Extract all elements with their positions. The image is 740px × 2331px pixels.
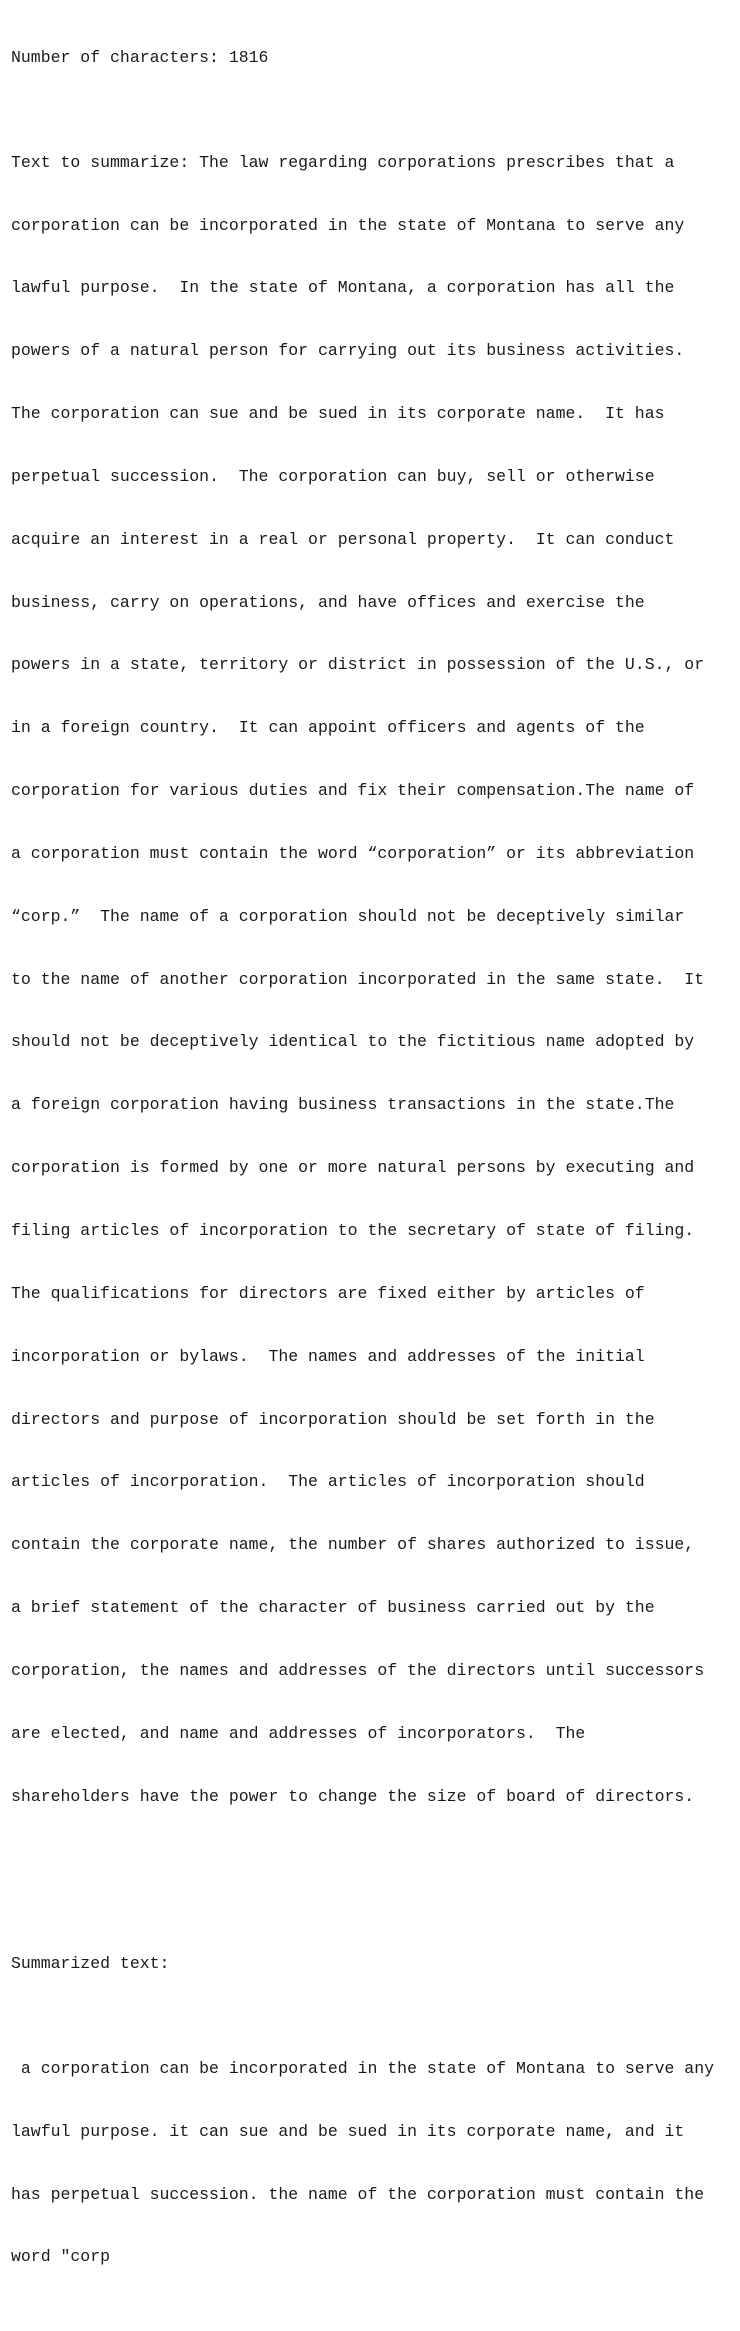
input-text-line: incorporation or bylaws. The names and addresses of the initial [11,1346,645,1366]
input-text-line: The corporation can sue and be sued in its corporate name. It has [11,404,665,424]
input-text-line: a brief statement of the character of business carried out by the [11,1598,655,1618]
input-text-line: should not be deceptively identical to the fictitious name adopted by [11,1032,695,1052]
input-text-line: in a foreign country. It can appoint officers and agents of the [11,718,645,738]
input-text-line: a corporation must contain the word “corporation” or its abbreviation [11,843,695,863]
input-text-line: corporation can be incorporated in the state of Montana to serve any [11,215,685,235]
input-text-block [11,111,733,1850]
summary-text-block [11,2017,733,2310]
input-text-line: The qualifications for directors are fixed either by articles of [11,1283,645,1303]
input-text-line: powers of a natural person for carrying out its business activities. [11,341,685,361]
input-text-line: perpetual succession. The corporation can buy, sell or otherwise [11,466,655,486]
input-text-line: acquire an interest in a real or personal property. It can conduct [11,529,675,549]
input-text-line: corporation, the names and addresses of the directors until successors [11,1660,705,1680]
input-text-line: articles of incorporation. The articles of incorporation should [11,1472,645,1492]
blank-line [11,1891,733,1912]
summary-text-line: word "corp [11,2247,111,2267]
input-text-line: powers in a state, territory or district in possession of the U.S., or [11,655,705,675]
input-text-line: business, carry on operations, and have offices and exercise the [11,592,645,612]
input-text-line: Text to summarize: The law regarding corporations prescribes that a [11,152,675,172]
input-text-line: directors and purpose of incorporation should be set forth in the [11,1409,655,1429]
summary-text-line: lawful purpose. it can sue and be sued in its corporate name, and it [11,2121,685,2141]
summary-header: Summarized text: [11,1954,170,1974]
input-text-line: lawful purpose. In the state of Montana, a corporation has all the [11,278,675,298]
input-text-line: filing articles of incorporation to the secretary of state of filing. [11,1221,695,1240]
input-text-line: contain the corporate name, the number of shares authorized to issue, [11,1535,695,1555]
terminal-output [11,6,733,2331]
input-text-line: a foreign corporation having business transactions in the state.The [11,1095,675,1115]
character-count: Number of characters: 1816 [11,47,269,67]
input-text-line: “corp.” The name of a corporation should not be deceptively similar [11,906,685,926]
input-text-line: to the name of another corporation incorporated in the same state. It [11,969,705,989]
summary-text-line: a corporation can be incorporated in the state of Montana to serve any [11,2058,715,2078]
summary-text-line: has perpetual succession. the name of the corporation must contain the [11,2184,705,2204]
input-text-line: corporation for various duties and fix their compensation.The name of [11,781,695,801]
input-text-line: are elected, and name and addresses of incorporators. The [11,1723,586,1743]
input-text-line: corporation is formed by one or more natural persons by executing and [11,1158,695,1178]
input-text-line: shareholders have the power to change the size of board of directors. [11,1786,695,1806]
